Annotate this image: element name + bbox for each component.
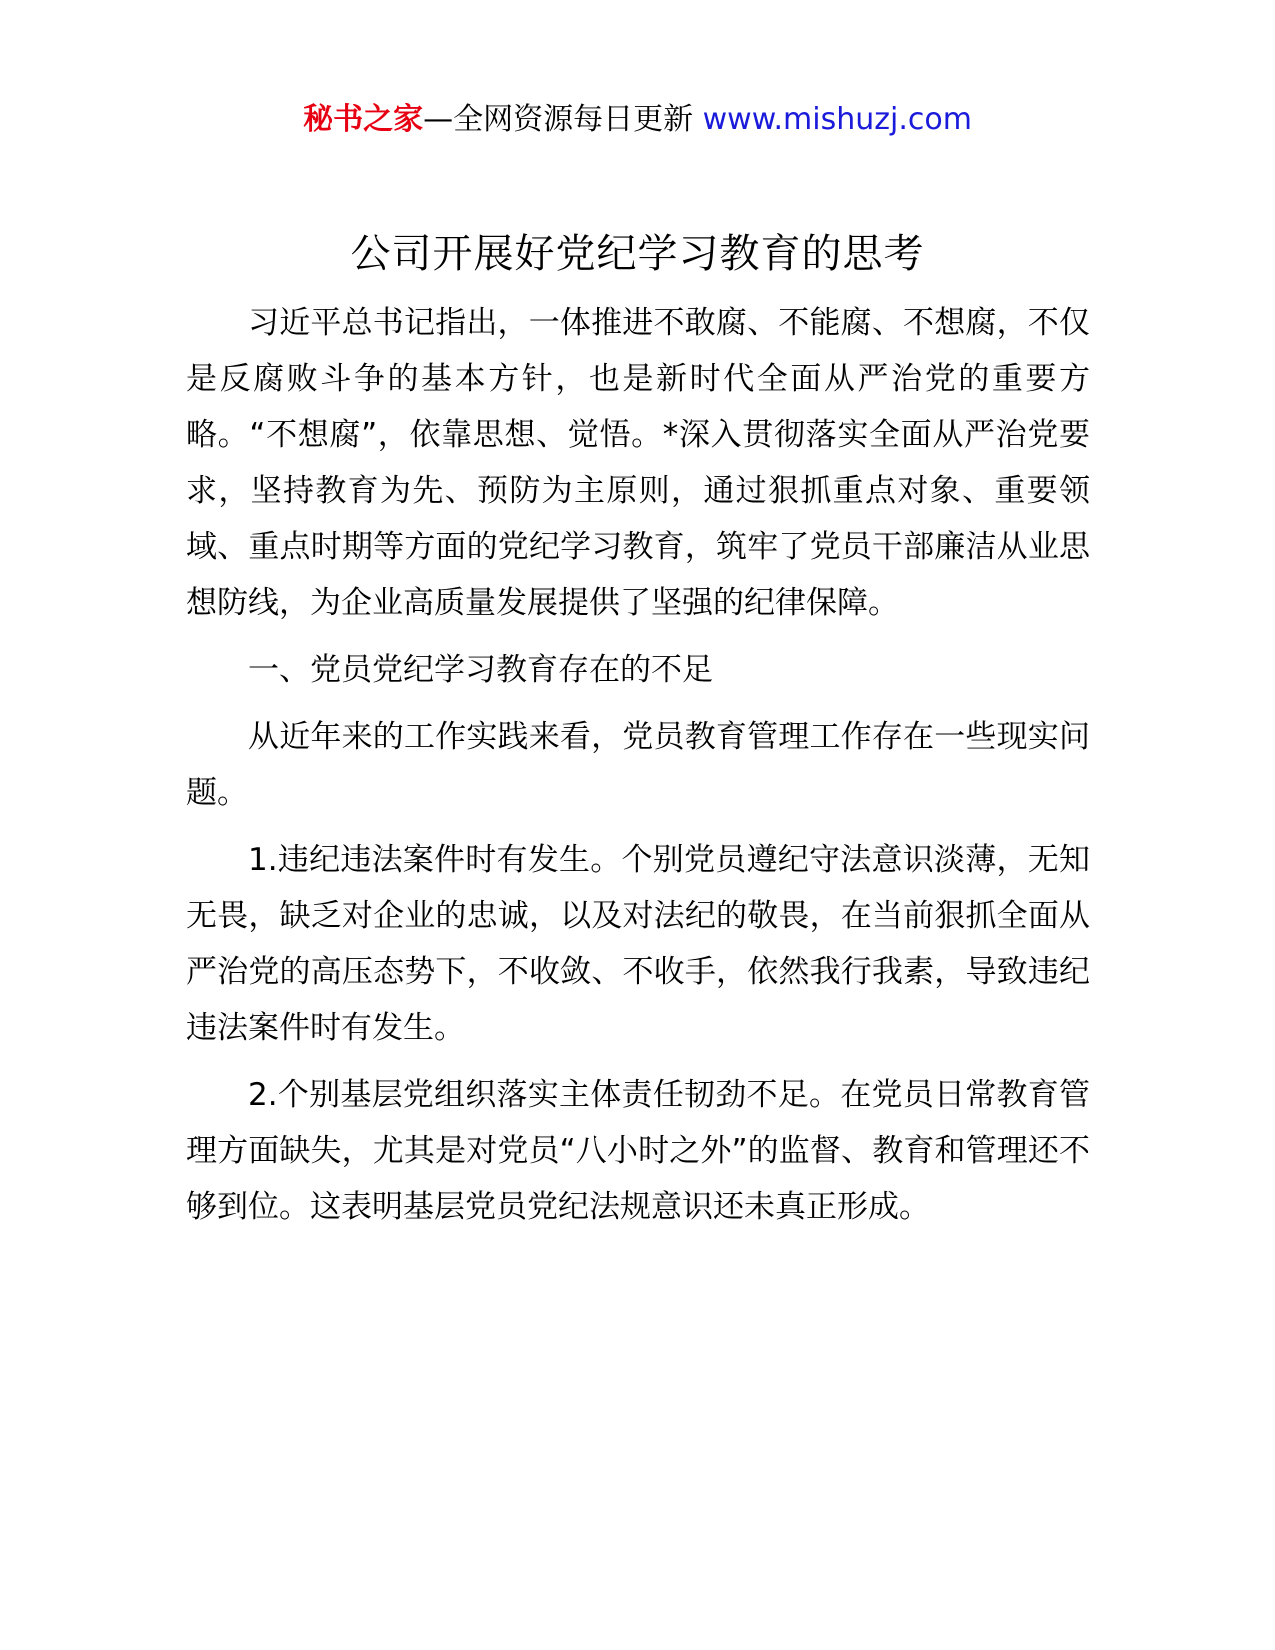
site-url-link[interactable]: www.mishuzj.com	[702, 102, 972, 137]
intro-paragraph: 习近平总书记指出，一体推进不敢腐、不能腐、不想腐，不仅是反腐败斗争的基本方针，也是新时代全面从严治党的重要方略。“不想腐”，依靠思想、觉悟。*深入贯彻落实全面从严治党要求，坚持教育为先、预防为主原则，通过狠抓重点对象、重要领域、重点时期等方面的党纪学习教育，筑牢了党员干部廉洁从业思想防线，为企业高质量发展提供了坚强的纪律保障。	[186, 305, 1090, 621]
section-heading: 一、党员党纪学习教育存在的不足	[248, 652, 713, 688]
document-body	[186, 295, 1090, 1246]
brand-name: 秘书之家	[303, 102, 424, 137]
document-title: 公司开展好党纪学习教育的思考	[350, 231, 925, 277]
point-1-paragraph: 1.违纪违法案件时有发生。个别党员遵纪守法意识淡薄，无知无畏，缺乏对企业的忠诚，以及对法纪的敬畏，在当前狠抓全面从严治党的高压态势下，不收敛、不收手，依然我行我素，导致违纪违法案件时有发生。	[186, 842, 1090, 1046]
site-header	[0, 100, 1275, 140]
header-tagline: —全网资源每日更新	[423, 102, 694, 137]
section-intro-paragraph: 从近年来的工作实践来看，党员教育管理工作存在一些现实问题。	[186, 719, 1090, 811]
point-2-paragraph: 2.个别基层党组织落实主体责任韧劲不足。在党员日常教育管理方面缺失，尤其是对党员“八小时之外”的监督、教育和管理还不够到位。这表明基层党员党纪法规意识还未真正形成。	[186, 1077, 1090, 1225]
